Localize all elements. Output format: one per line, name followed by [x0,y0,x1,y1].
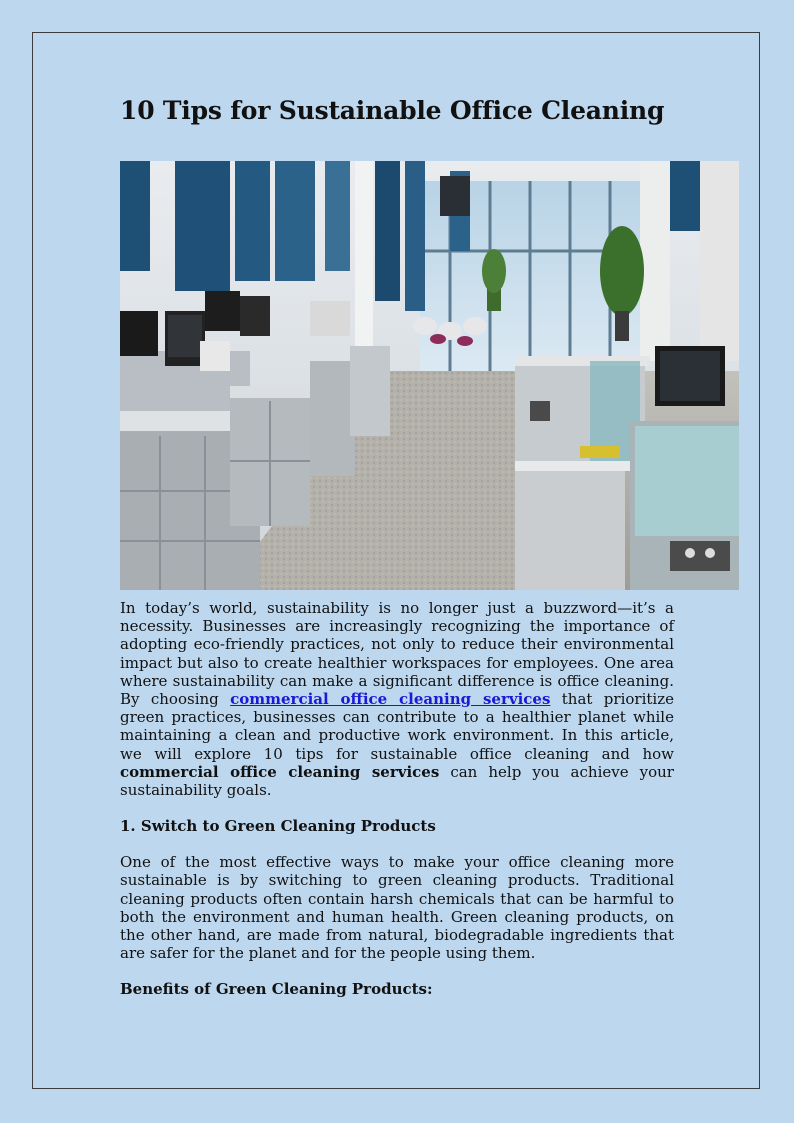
intro-text-1: In today’s world, sustainability is no longer just a buzzword—it’s a necessity. Businesses are increasingly recognizing the importance of adopting eco-friendly practices, not only to reduce their environmental impact but also to create healthier workspaces for employees. One area where sustainability can make a significant difference is office cleaning. By choosing [120,599,674,709]
section-1-paragraph: One of the most effective ways to make your office cleaning more sustainable is by switching to green cleaning products. Traditional cleaning products often contain harsh chemicals that can be harmful to both the environment and human health. Green cleaning products, on the other hand, are made from natural, biodegradable ingredients that are safer for the planet and for the people using them. [120,853,674,963]
article-body [120,599,674,998]
article-header [120,92,674,130]
office-photo-illustration [120,161,739,590]
section-1-heading: 1. Switch to Green Cleaning Products [120,817,436,836]
intro-text-2: that prioritize green practices, businesses can contribute to a healthier planet while maintaining a clean and productive work environment. In this article, we will explore 10 tips for sustainable office cleaning and how [120,690,674,763]
commercial-cleaning-link[interactable]: commercial office cleaning services [230,690,551,709]
office-photo [120,161,739,590]
intro-bold-phrase: commercial office cleaning services [120,762,440,781]
intro-paragraph [120,599,674,799]
article-title: 10 Tips for Sustainable Office Cleaning [120,96,665,125]
intro-text-3: can help you achieve your sustainability goals. [120,762,674,800]
benefits-subheading: Benefits of Green Cleaning Products: [120,980,433,999]
